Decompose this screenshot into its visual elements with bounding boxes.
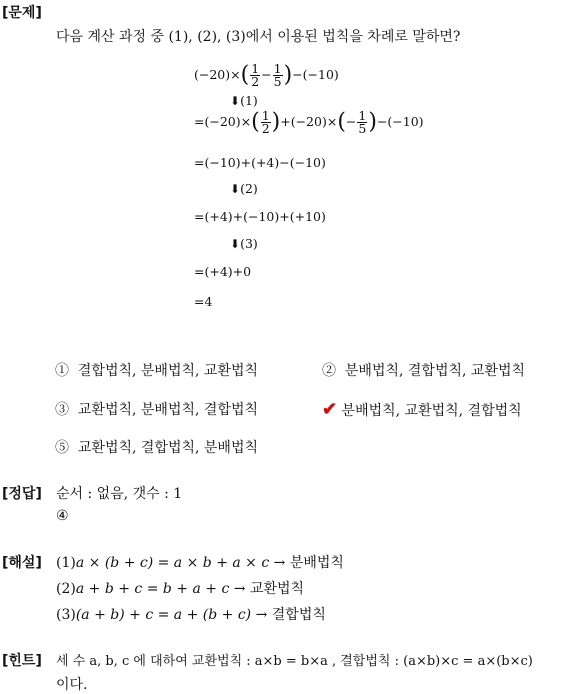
choice-number: ⑤ [55,440,69,456]
calc-line-3: =(−10)+(+4)−(−10) [194,155,326,170]
explanation-tag: [해설] [2,555,42,571]
choice-text: 분배법칙, 교환법칙, 결합법칙 [341,403,522,419]
down-arrow-icon: ⬇ [230,182,241,196]
choice-3[interactable] [55,399,258,419]
calc-line-2: =(−20)×( $\frac{1}{2}$ )+(−20)×(− $\frac{1}{5}$ )−(−10) [194,108,424,136]
choice-text: 결합법칙, 분배법칙, 교환법칙 [77,363,258,379]
hint-tag: [힌트] [2,653,42,669]
choice-text: 교환법칙, 결합법칙, 분배법칙 [77,440,258,456]
hint-line-2: 이다. [56,677,88,693]
choice-4[interactable] [322,399,522,420]
hint-line-1: 세 수 a, b, c 에 대하여 교환법칙 : a×b = b×a , 결합법칙 : (a×b)×c = a×(b×c) [56,654,533,669]
step-2-arrow: ⬇(2) [230,181,258,196]
choice-number: ② [322,363,336,379]
explanation-line-1: (1)a × (b + c) = a × b + a × c → 분배법칙 [56,555,344,571]
answer-value: ④ [56,508,69,524]
choice-text: 분배법칙, 결합법칙, 교환법칙 [344,363,525,379]
calc-line-6: =4 [194,294,213,309]
question-text: 다음 계산 과정 중 (1), (2), (3)에서 이용된 법칙을 차례로 말하면? [56,29,461,45]
step-1-arrow: ⬇(1) [230,93,258,108]
choice-5[interactable] [55,437,258,457]
calc-line-5: =(+4)+0 [194,264,252,279]
problem-tag: [문제] [2,5,42,21]
checkmark-icon: ✔ [322,399,338,420]
choice-number: ① [55,363,69,379]
down-arrow-icon: ⬇ [230,237,241,251]
choice-1[interactable] [55,360,258,380]
calc-line-4: =(+4)+(−10)+(+10) [194,209,326,224]
choice-text: 교환법칙, 분배법칙, 결합법칙 [77,402,258,418]
step-3-arrow: ⬇(3) [230,236,258,251]
answer-order-line: 순서 : 없음, 갯수 : 1 [56,486,183,502]
explanation-line-3: (3)(a + b) + c = a + (b + c) → 결합법칙 [56,607,326,623]
calc-line-1: (−20)×( $\frac{1}{2}$ − $\frac{1}{5}$ )−(−10) [194,61,339,89]
choice-number: ③ [55,402,69,418]
explanation-line-2: (2)a + b + c = b + a + c → 교환법칙 [56,581,305,597]
answer-tag: [정답] [2,486,42,502]
down-arrow-icon: ⬇ [230,94,241,108]
choice-2[interactable] [322,360,525,380]
